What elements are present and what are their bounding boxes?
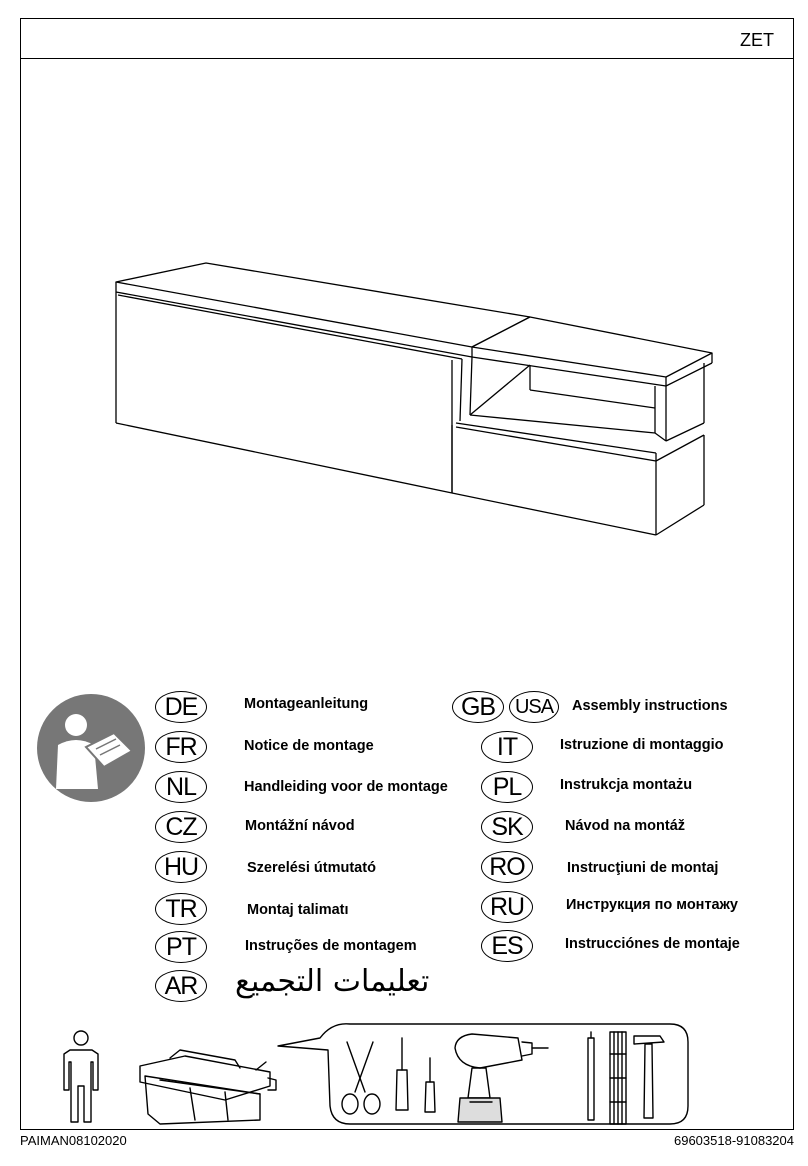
lang-label: تعليمات التجميع: [235, 964, 430, 999]
lang-label: Notice de montage: [244, 738, 374, 754]
scissors-icon: [342, 1042, 380, 1114]
toolbox-icon: [140, 1050, 276, 1124]
lang-code-badge: PL: [481, 771, 533, 803]
required-tools-strip: [20, 1020, 700, 1130]
lang-code-badge: AR: [155, 970, 207, 1002]
lang-code-badge: RU: [481, 891, 533, 923]
pencil-icon: [588, 1032, 594, 1120]
lang-label: Návod na montáž: [565, 818, 686, 834]
lang-code-badge: TR: [155, 893, 207, 925]
hammer-icon: [634, 1036, 664, 1118]
screwdriver-icon: [396, 1038, 435, 1112]
document-code-right: 69603518-91083204: [673, 1133, 794, 1148]
lang-code-badge: HU: [155, 851, 207, 883]
lang-code-badge: SK: [481, 811, 533, 843]
lang-code-badge: PT: [155, 931, 207, 963]
lang-label: Montážní návod: [245, 818, 355, 834]
lang-label: Szerelési útmutató: [247, 860, 376, 876]
product-name: ZET: [740, 30, 774, 50]
lang-label: Handleiding voor de montage: [244, 779, 448, 795]
header-divider: [20, 58, 794, 59]
tv-cabinet-illustration: [100, 255, 720, 545]
lang-code-badge: FR: [155, 731, 207, 763]
read-manual-icon: [36, 693, 146, 803]
lang-code-badge: GB: [452, 691, 504, 723]
lang-code-badge: IT: [481, 731, 533, 763]
lang-label: Assembly instructions: [572, 698, 728, 714]
lang-label: Instrucţiuni de montaj: [567, 860, 719, 876]
lang-label: Montageanleitung: [244, 696, 369, 712]
document-code-left: PAIMAN08102020: [20, 1133, 127, 1148]
lang-code-badge: DE: [155, 691, 207, 723]
lang-code-badge: CZ: [155, 811, 207, 843]
lang-label: Istruzione di montaggio: [560, 737, 724, 753]
lang-code-badge: NL: [155, 771, 207, 803]
lang-code-badge: RO: [481, 851, 533, 883]
folding-ruler-icon: [610, 1032, 626, 1124]
lang-label: Instrukcja montażu: [560, 777, 693, 793]
lang-code-badge: ES: [481, 930, 533, 962]
lang-label: Инструкция по монтажу: [566, 897, 738, 913]
lang-code-badge: USA: [509, 691, 559, 723]
lang-label: Instruções de montagem: [245, 938, 417, 954]
lang-label: Montaj talimatı: [247, 902, 349, 918]
lang-label: Instrucciónes de montaje: [565, 936, 740, 952]
cordless-drill-icon: [455, 1034, 548, 1122]
person-icon: [64, 1031, 98, 1122]
